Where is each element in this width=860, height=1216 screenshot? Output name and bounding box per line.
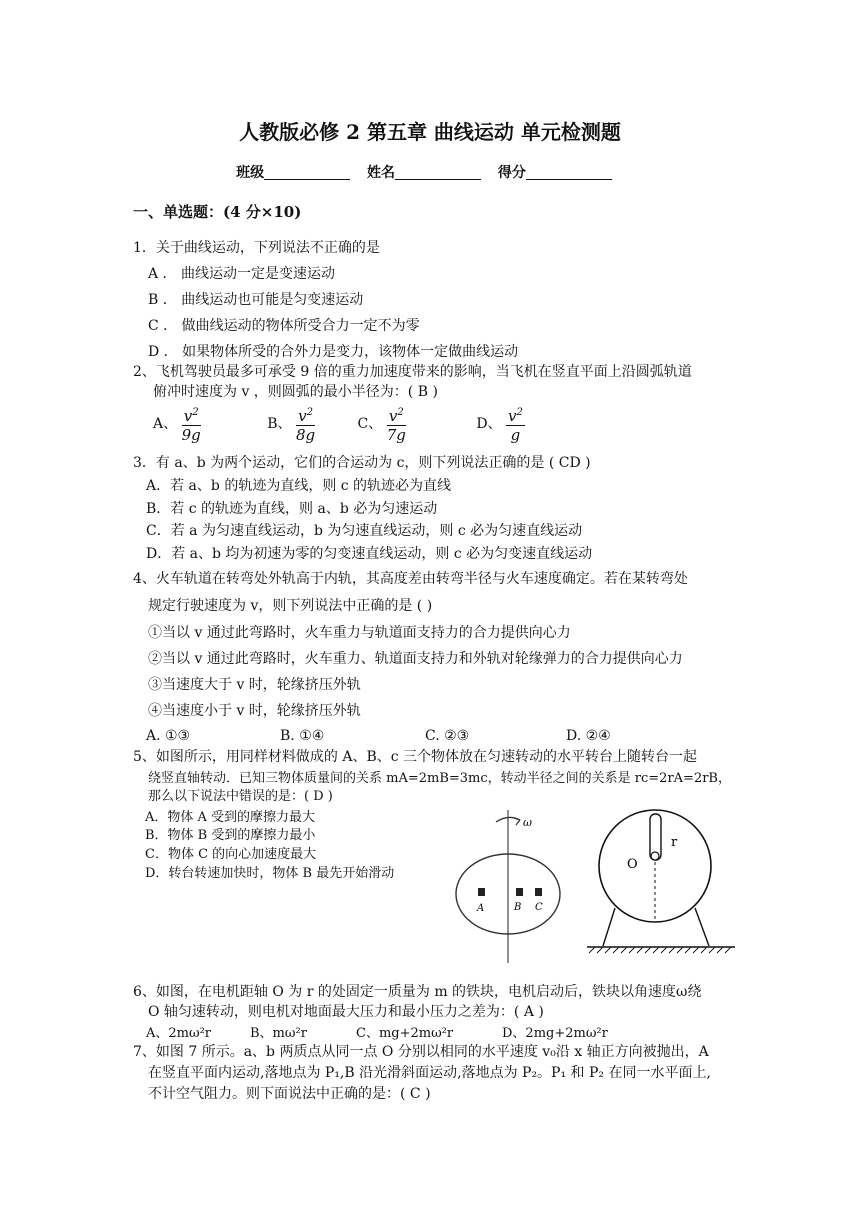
- student-info-line: [0, 162, 860, 182]
- q7-line3: 不计空气阻力。则下面说法中正确的是：( C ): [148, 1086, 431, 1102]
- block-a: [478, 888, 485, 896]
- q4-line1: 4、火车轨道在转弯处外轨高于内轨，其高度差由转弯半径与火车速度确定。若在某转弯处: [133, 571, 688, 587]
- q5-option-b: B．物体 B 受到的摩擦力最小: [145, 828, 316, 843]
- q3-stem: 3．有 a、b 为两个运动，它们的合运动为 c，则下列说法正确的是 ( CD ): [133, 455, 591, 471]
- name-label: 姓名: [367, 165, 395, 181]
- q6-line1: 6、如图，在电机距轴 O 为 r 的处固定一质量为 m 的铁块，电机启动后，铁块以角速度ω绕: [133, 984, 702, 1000]
- q4-option-c: C. ②③: [425, 728, 470, 744]
- q5-option-a: A．物体 A 受到的摩擦力最大: [145, 810, 316, 825]
- name-blank[interactable]: [395, 165, 481, 180]
- page-title: 人教版必修 2 第五章 曲线运动 单元检测题: [239, 120, 621, 144]
- class-label: 班级: [236, 165, 265, 181]
- q4-statement-3: ③当速度大于 v 时，轮缘挤压外轨: [148, 677, 361, 693]
- q6-option-d: D、2mg+2mω²r: [502, 1026, 608, 1041]
- q3-option-a: A．若 a、b 的轨迹为直线，则 c 的轨迹必为直线: [146, 478, 452, 494]
- omega-label: ω: [523, 816, 532, 829]
- q1-option-b: B ． 曲线运动也可能是匀变速运动: [148, 292, 364, 308]
- q3-option-b: B．若 c 的轨迹为直线，则 a、b 必为匀速运动: [146, 501, 438, 517]
- q7-line2: 在竖直平面内运动,落地点为 P₁,B 沿光滑斜面运动,落地点为 P₂。P₁ 和 P₂ 在同一水平面上,: [148, 1065, 711, 1081]
- q4-statement-2: ②当以 v 通过此弯路时，火车重力、轨道面支持力和外轨对轮缘弹力的合力提供向心力: [148, 651, 683, 667]
- q1-option-c: C ． 做曲线运动的物体所受合力一定不为零: [148, 318, 420, 334]
- q3-option-d: D．若 a、b 均为初速为零的匀变速直线运动，则 c 必为匀变速直线运动: [146, 546, 593, 562]
- q5-line1: 5、如图所示，用同样材料做成的 A、B、c 三个物体放在匀速转动的水平转台上随转台一起: [133, 749, 698, 765]
- q6-option-a: A、2mω²r: [146, 1026, 212, 1041]
- svg-text:A: A: [477, 903, 485, 914]
- motor-figure: [585, 800, 745, 960]
- turntable-figure: [450, 808, 580, 968]
- q4-option-a: A. ①③: [146, 728, 191, 744]
- q4-option-d: D. ②④: [566, 728, 611, 744]
- q2-option-d: D、 $\frac{v^2}{g}$: [476, 416, 525, 432]
- class-blank[interactable]: [264, 165, 350, 180]
- q4-option-b: B. ①④: [280, 728, 325, 744]
- q2-options: [153, 404, 525, 444]
- q5-line3: 那么以下说法中错误的是：( D ): [148, 789, 333, 804]
- axis-o-label: O: [627, 857, 638, 872]
- radius-label: r: [671, 835, 678, 850]
- q6-line2: O 轴匀速转动，则电机对地面最大压力和最小压力之差为：( A ): [148, 1004, 544, 1020]
- svg-text:C: C: [535, 902, 543, 913]
- block-c: [535, 888, 542, 896]
- q5-line2: 绕竖直轴转动．已知三物体质量间的关系 mA=2mB=3mc，转动半径之间的关系是 rc=2rA=2rB，: [148, 771, 731, 786]
- q4-statement-1: ①当以 v 通过此弯路时，火车重力与轨道面支持力的合力提供向心力: [148, 625, 571, 641]
- q3-option-c: C．若 a 为匀速直线运动，b 为匀速直线运动，则 c 必为匀速直线运动: [146, 523, 583, 539]
- q2-option-b: B、 $\frac{v^2}{8g}$: [267, 416, 319, 432]
- q6-option-b: B、mω²r: [250, 1026, 307, 1041]
- q4-statement-4: ④当速度小于 v 时，轮缘挤压外轨: [148, 703, 361, 719]
- q5-option-d: D．转台转速加快时，物体 B 最先开始滑动: [145, 866, 395, 881]
- q5-option-c: C．物体 C 的向心加速度最大: [145, 847, 317, 862]
- q1-stem: 1．关于曲线运动，下列说法不正确的是: [133, 240, 380, 256]
- block-b: [516, 888, 523, 896]
- q2-line2: 俯冲时速度为 v ，则圆弧的最小半径为：( B ): [153, 384, 438, 400]
- score-blank[interactable]: [526, 165, 612, 180]
- q1-option-d: D ． 如果物体所受的合外力是变力，该物体一定做曲线运动: [148, 344, 519, 360]
- svg-text:B: B: [514, 902, 522, 913]
- q4-line2: 规定行驶速度为 v，则下列说法中正确的是 ( ): [148, 598, 433, 614]
- score-label: 得分: [497, 165, 526, 181]
- q7-line1: 7、如图 7 所示。a、b 两质点从同一点 O 分别以相同的水平速度 v₀沿 x 轴正方向被抛出，A: [133, 1044, 709, 1060]
- q2-line1: 2、飞机驾驶员最多可承受 9 倍的重力加速度带来的影响，当飞机在竖直平面上沿圆弧轨道: [133, 364, 692, 380]
- q2-option-a: A、 $\frac{v^2}{9g}$: [153, 416, 205, 432]
- q6-option-c: C、mg+2mω²r: [356, 1026, 454, 1041]
- q1-option-a: A ． 曲线运动一定是变速运动: [148, 266, 336, 282]
- section-heading: 一、单选题：(4 分×10): [133, 203, 302, 221]
- q2-option-c: C、 $\frac{v^2}{7g}$: [358, 416, 411, 432]
